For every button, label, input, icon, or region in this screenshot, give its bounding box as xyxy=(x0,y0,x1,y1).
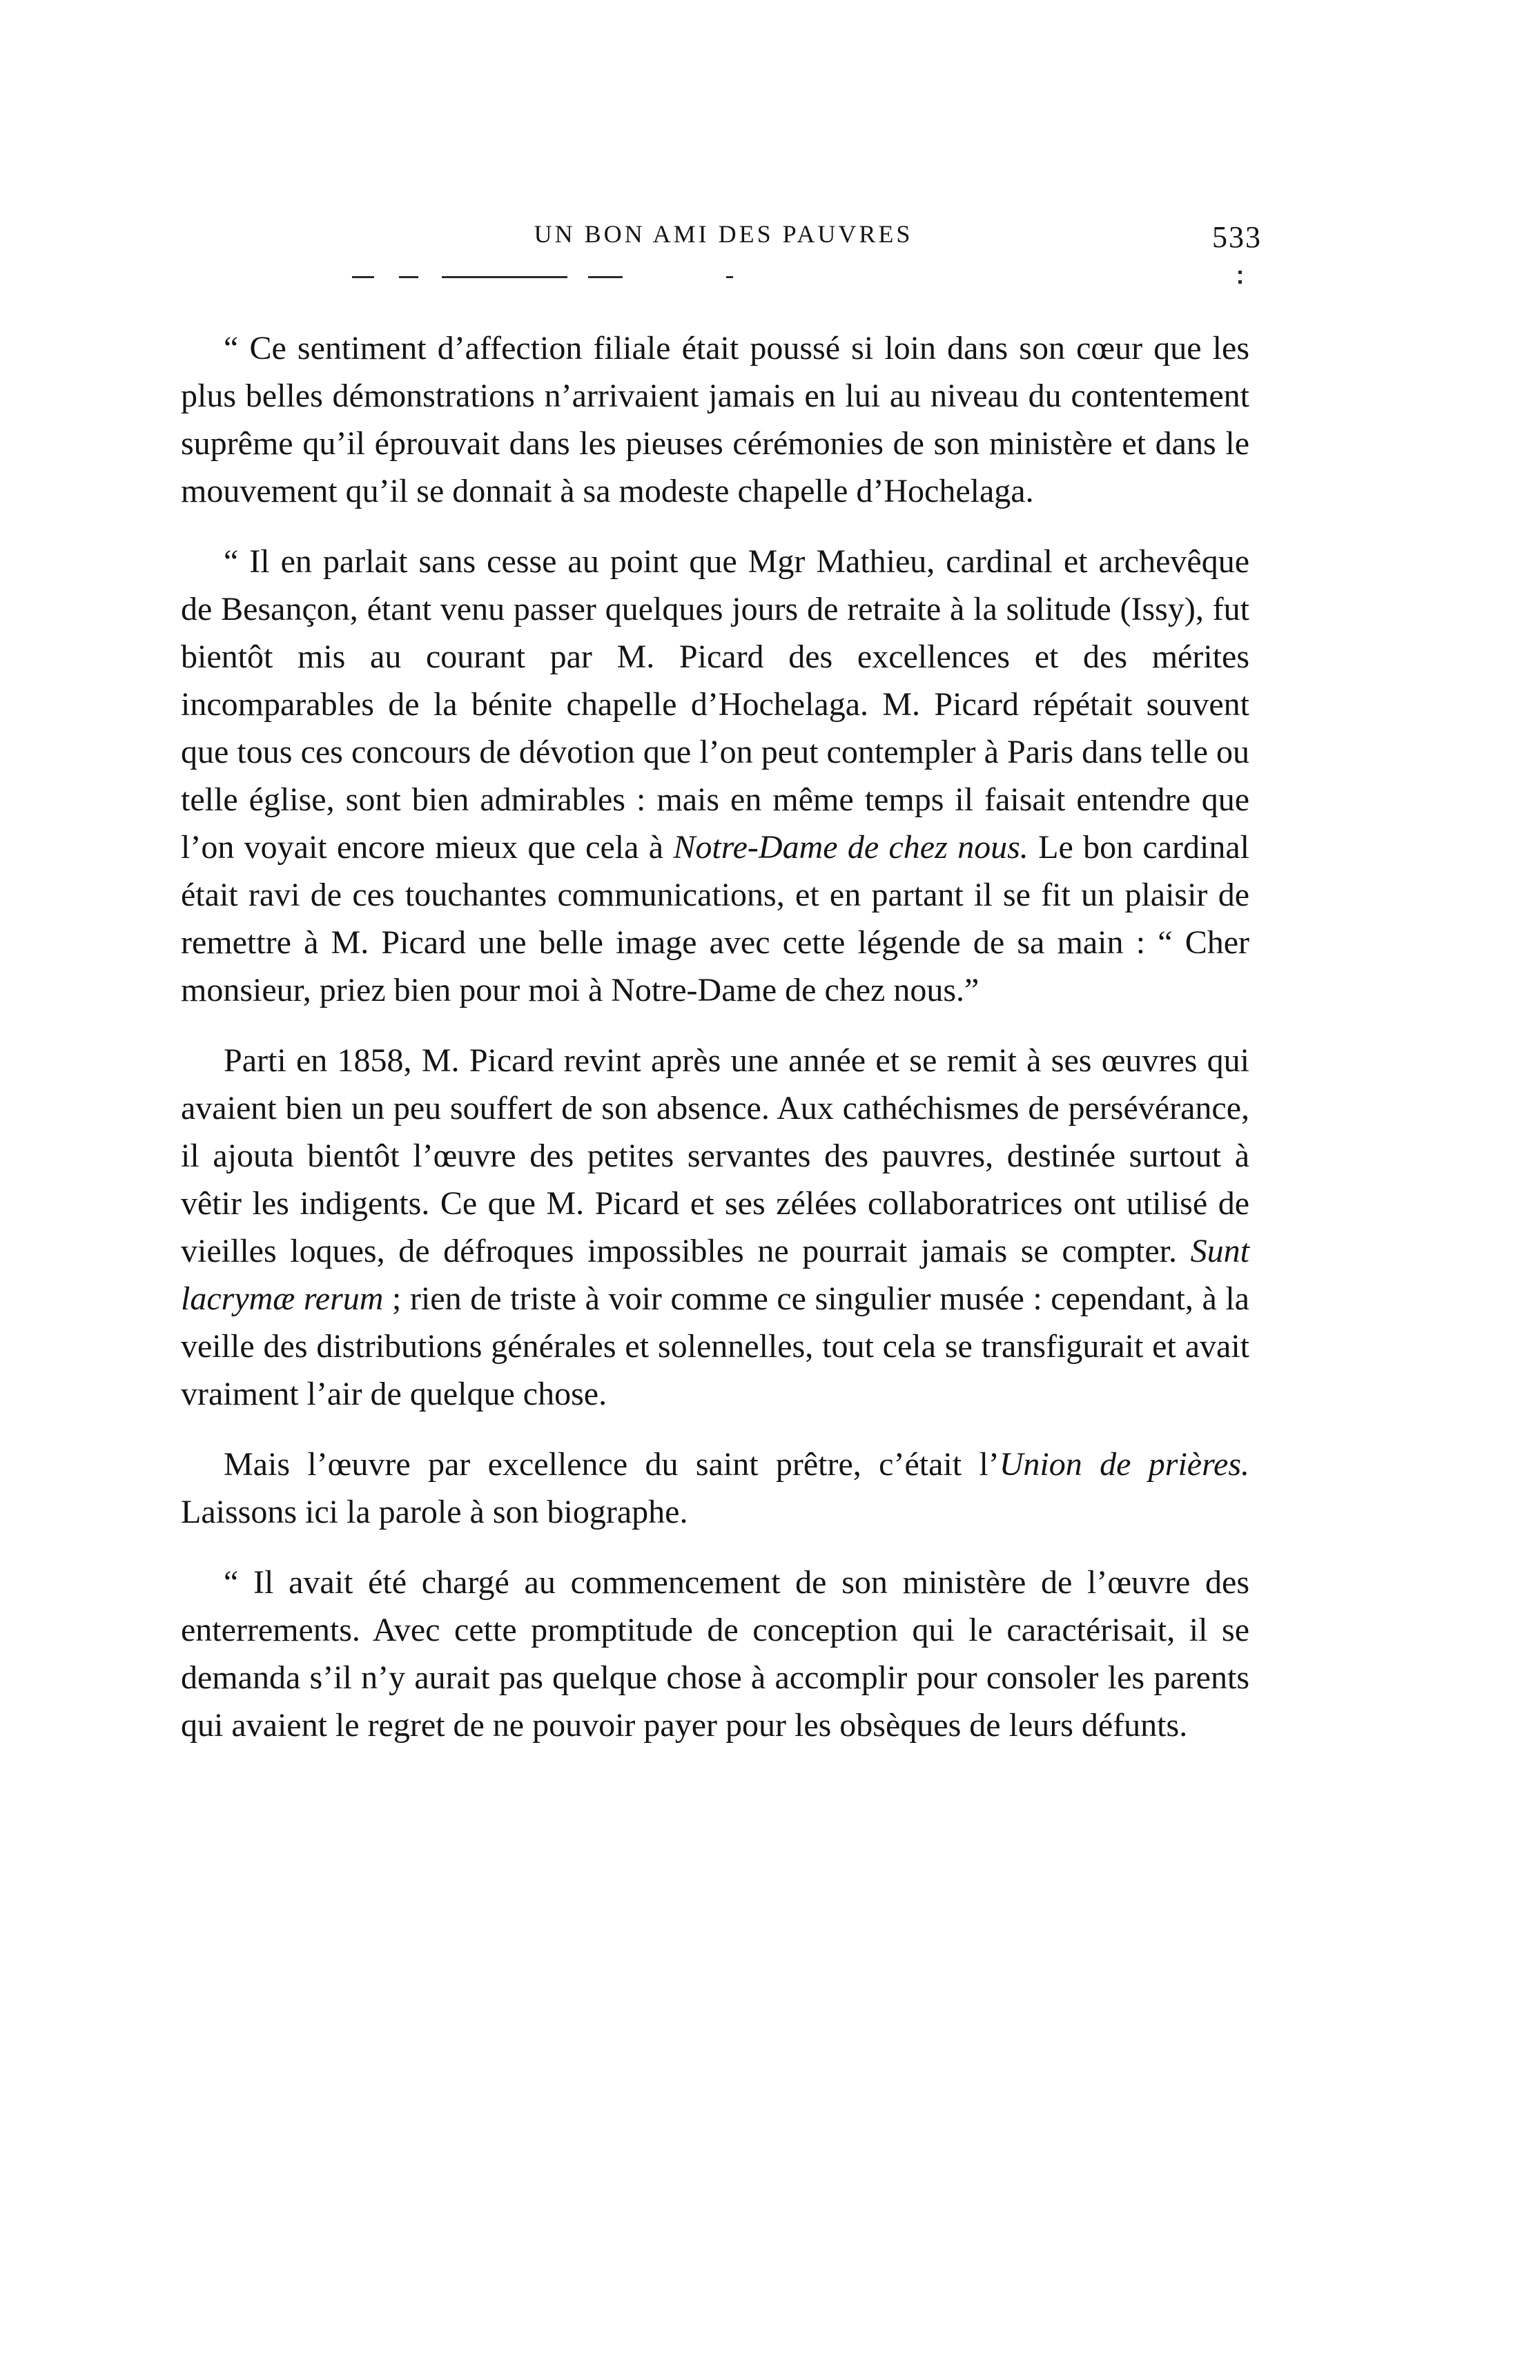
paragraph-text: Le bon cardinal était ravi de ces touchantes communications, et en partant il se fit un plaisir de remettre à M. Picard une belle image avec cette légende de sa main : “ Cher monsieur, priez bien pour moi à Notre-Dame de chez nous.” xyxy=(181,829,1250,1008)
running-head xyxy=(185,220,1262,261)
header-rule-marks xyxy=(0,276,1540,297)
paragraph-text: “ Ce sentiment d’affection filiale était poussé si loin dans son cœur que les plus belles démonstrations n’arrivaient jamais en lui au niveau du contentement suprême qu’il éprouvait dans les pieuses cérémonies de son ministère et dans le mouvement qu’il se donnait à sa modeste chapelle d’Hochelaga. xyxy=(181,330,1249,509)
paragraph-text: ; rien de triste à voir comme ce singulier musée : cependant, à la veille des distributions générales et solennelles, tout cela se transfigurait et avait vraiment l’air de quelque chose. xyxy=(181,1280,1249,1412)
paragraph-text: Mais l’œuvre par excellence du saint prêtre, c’était l’ xyxy=(224,1446,1000,1483)
paragraph-text: Laissons ici la parole à son biographe. xyxy=(181,1494,688,1530)
page-number: 533 xyxy=(1212,220,1262,254)
paragraph-text: “ Il avait été chargé au commencement de son ministère de l’œuvre des enterrements. Avec cette promptitude de conception qui le caractérisait, il se demanda s’il n’y aurait pas quelque chose à accomplir pour consoler les parents qui avaient le regret de ne pouvoir payer pour les obsèques de leurs défunts. xyxy=(181,1564,1249,1744)
paragraph-text: “ Il en parlait sans cesse au point que Mgr Mathieu, cardinal et archevêque de Besançon, étant venu passer quelques jours de retraite à la solitude (Issy), fut bientôt mis au courant par M. Picard des excellences et des mérites incomparables de la bénite chapelle d’Hochelaga. M. Picard répétait souvent que tous ces concours de dévotion que l’on peut contempler à Paris dans telle ou telle église, sont bien admirables : mais en même temps il faisait entendre que l’on voyait encore mieux que cela à xyxy=(181,543,1249,866)
paragraph xyxy=(181,1037,1249,1418)
italic-phrase: Union de prières. xyxy=(999,1446,1249,1483)
paragraph xyxy=(181,538,1249,1014)
running-title: UN BON AMI DES PAUVRES xyxy=(534,220,913,248)
paragraph xyxy=(181,324,1249,515)
paragraph xyxy=(181,1559,1249,1749)
italic-phrase: Sunt lacrymæ rerum xyxy=(181,1233,1249,1317)
paragraph-text: Parti en 1858, M. Picard revint après une année et se remit à ses œuvres qui avaient bien un peu souffert de son absence. Aux cathéchismes de persévérance, il ajouta bientôt l’œuvre des petites servantes des pauvres, destinée surtout à vêtir les indigents. Ce que M. Picard et ses zélées collaboratrices ont utilisé de vieilles loques, de défroques impossibles ne pourrait jamais se compter. xyxy=(181,1042,1249,1269)
body-text xyxy=(181,324,1249,1749)
paragraph xyxy=(181,1441,1249,1536)
italic-phrase: Notre-Dame de chez nous. xyxy=(673,829,1029,866)
